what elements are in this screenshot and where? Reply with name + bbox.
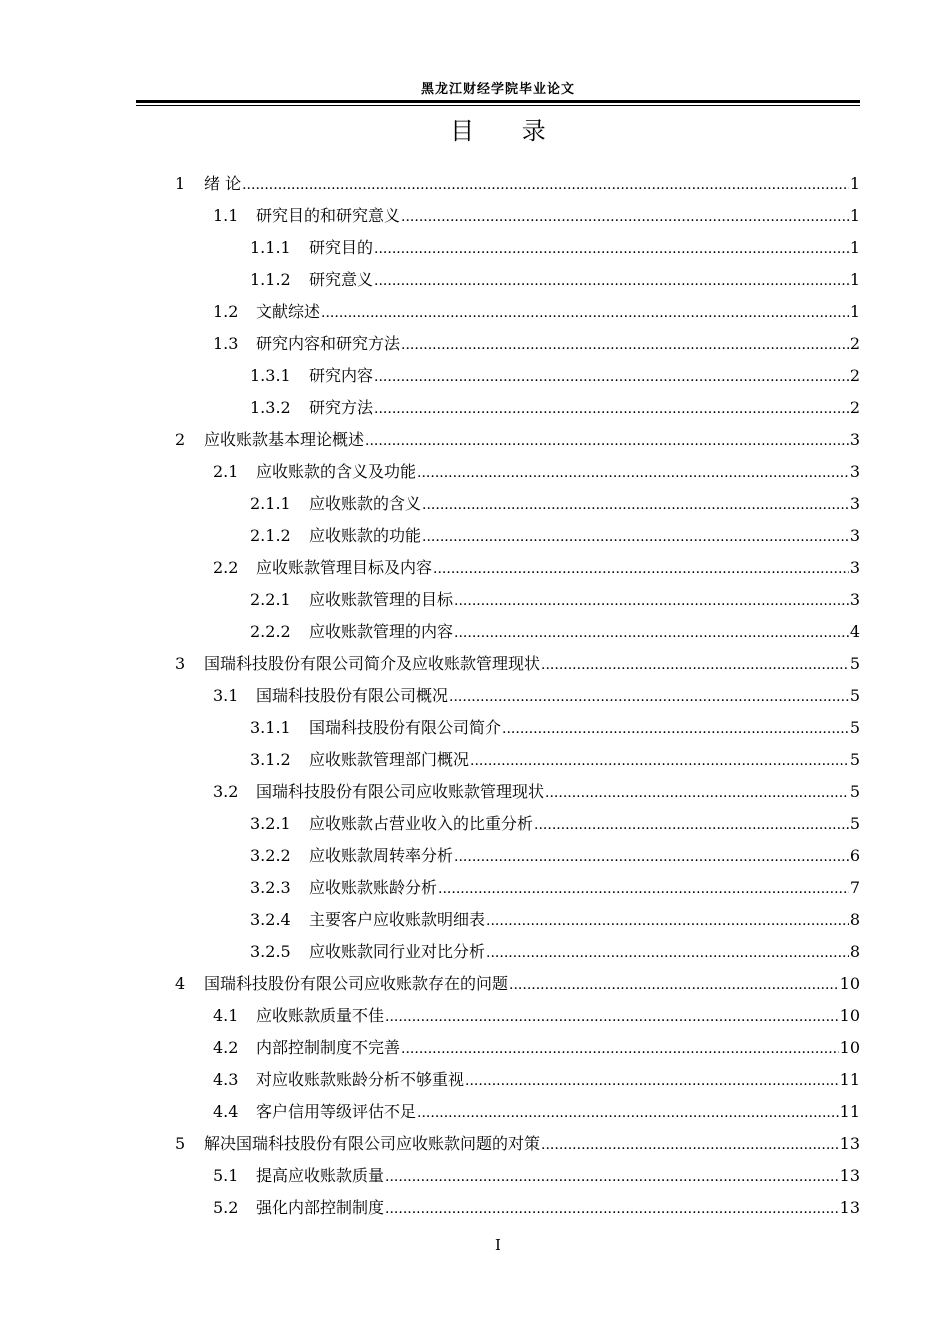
toc-entry-line <box>309 232 860 265</box>
toc-entry[interactable] <box>0 712 950 744</box>
toc-entry-line <box>309 872 860 905</box>
toc-entry-label: 应收账款管理的内容 <box>309 616 454 648</box>
toc-entry-number: 2.2.1 <box>250 590 291 609</box>
toc-entry-line <box>256 296 860 329</box>
toc-entry-label: 绪 论 <box>204 168 242 200</box>
toc-dot-leader <box>454 585 849 617</box>
toc-entry-label: 客户信用等级评估不足 <box>256 1096 417 1128</box>
toc-entry-line <box>256 1192 860 1225</box>
toc-dot-leader <box>433 553 849 585</box>
toc-entry-number: 2.1.2 <box>250 526 291 545</box>
toc-entry-number: 3.1.1 <box>250 718 291 737</box>
toc-entry-page: 13 <box>839 1198 860 1217</box>
toc-entry-page: 3 <box>849 462 860 481</box>
toc-entry-number: 2.1.1 <box>250 494 291 513</box>
toc-entry-label: 应收账款占营业收入的比重分析 <box>309 808 534 840</box>
toc-entry-page: 10 <box>839 1006 860 1025</box>
toc-entry-label: 应收账款质量不佳 <box>256 1000 385 1032</box>
toc-entry-page: 3 <box>849 430 860 449</box>
toc-entry-number: 2.2 <box>213 558 239 577</box>
toc-dot-leader <box>509 969 839 1001</box>
toc-entry[interactable] <box>0 456 950 488</box>
toc-entry-number: 1.3.1 <box>250 366 291 385</box>
toc-dot-leader <box>534 809 849 841</box>
toc-entry[interactable] <box>0 1000 950 1032</box>
toc-entry-label: 国瑞科技股份有限公司应收账款存在的问题 <box>204 968 509 1000</box>
toc-dot-leader <box>401 201 849 233</box>
toc-entry-line <box>204 168 860 201</box>
toc-entry-page: 5 <box>849 814 860 833</box>
toc-dot-leader <box>422 521 849 553</box>
toc-entry-number: 4.1 <box>213 1006 239 1025</box>
toc-dot-leader <box>454 841 849 873</box>
toc-entry-page: 4 <box>849 622 860 641</box>
toc-entry[interactable] <box>0 392 950 424</box>
toc-entry-line <box>309 360 860 393</box>
toc-entry-label: 主要客户应收账款明细表 <box>309 904 486 936</box>
toc-dot-leader <box>422 489 849 521</box>
toc-entry[interactable] <box>0 968 950 1000</box>
toc-entry-label: 研究目的和研究意义 <box>256 200 401 232</box>
toc-entry[interactable] <box>0 744 950 776</box>
toc-entry-label: 应收账款基本理论概述 <box>204 424 365 456</box>
toc-entry-number: 2.1 <box>213 462 239 481</box>
toc-dot-leader <box>401 1033 839 1065</box>
toc-entry[interactable] <box>0 776 950 808</box>
toc-entry-number: 1.2 <box>213 302 239 321</box>
toc-entry[interactable] <box>0 1192 950 1224</box>
toc-entry[interactable] <box>0 1160 950 1192</box>
toc-entry-line <box>256 328 860 361</box>
toc-entry-page: 8 <box>849 942 860 961</box>
toc-title: 目 录 <box>450 117 546 145</box>
toc-entry-number: 1.1.1 <box>250 238 291 257</box>
page-number: I <box>495 1236 501 1254</box>
toc-entry[interactable] <box>0 552 950 584</box>
toc-entry-number: 3.2.5 <box>250 942 291 961</box>
toc-entry[interactable] <box>0 1128 950 1160</box>
toc-entry[interactable] <box>0 328 950 360</box>
toc-entry-number: 5.1 <box>213 1166 239 1185</box>
toc-dot-leader <box>438 873 849 905</box>
toc-entry-line <box>256 200 860 233</box>
toc-entry-label: 应收账款管理的目标 <box>309 584 454 616</box>
toc-dot-leader <box>541 649 849 681</box>
toc-entry-line <box>256 1160 860 1193</box>
toc-entry-page: 1 <box>849 302 860 321</box>
toc-entry[interactable] <box>0 1064 950 1096</box>
toc-list <box>0 168 950 1224</box>
toc-entry-page: 5 <box>849 750 860 769</box>
toc-entry-number: 2 <box>175 430 186 449</box>
toc-entry-page: 10 <box>839 1038 860 1057</box>
toc-entry-number: 1.1.2 <box>250 270 291 289</box>
toc-dot-leader <box>502 713 849 745</box>
toc-entry[interactable] <box>0 264 950 296</box>
toc-entry-page: 2 <box>849 398 860 417</box>
toc-entry-line <box>309 520 860 553</box>
toc-entry-number: 3.2 <box>213 782 239 801</box>
toc-entry-label: 应收账款的含义及功能 <box>256 456 417 488</box>
toc-dot-leader <box>321 297 849 329</box>
toc-entry-page: 5 <box>849 686 860 705</box>
toc-entry-line <box>309 840 860 873</box>
toc-entry-label: 应收账款同行业对比分析 <box>309 936 486 968</box>
toc-entry-page: 13 <box>839 1166 860 1185</box>
toc-entry-label: 研究方法 <box>309 392 374 424</box>
toc-entry-label: 应收账款管理部门概况 <box>309 744 470 776</box>
toc-dot-leader <box>454 617 849 649</box>
toc-entry-number: 4.4 <box>213 1102 239 1121</box>
toc-entry-label: 研究内容 <box>309 360 374 392</box>
toc-dot-leader <box>465 1065 839 1097</box>
toc-entry-page: 5 <box>849 654 860 673</box>
toc-entry[interactable] <box>0 232 950 264</box>
toc-entry-page: 2 <box>849 334 860 353</box>
toc-entry-line <box>256 1064 860 1097</box>
toc-entry-line <box>309 712 860 745</box>
toc-entry-label: 内部控制制度不完善 <box>256 1032 401 1064</box>
toc-entry-page: 1 <box>849 206 860 225</box>
toc-entry-number: 5 <box>175 1134 186 1153</box>
toc-entry-number: 1.3.2 <box>250 398 291 417</box>
toc-entry-label: 应收账款账龄分析 <box>309 872 438 904</box>
toc-entry-page: 5 <box>849 718 860 737</box>
toc-entry-number: 5.2 <box>213 1198 239 1217</box>
toc-entry-label: 应收账款管理目标及内容 <box>256 552 433 584</box>
toc-entry-label: 应收账款周转率分析 <box>309 840 454 872</box>
toc-dot-leader <box>242 169 849 201</box>
toc-entry-line <box>309 488 860 521</box>
toc-dot-leader <box>374 233 849 265</box>
toc-dot-leader <box>545 777 849 809</box>
toc-entry-label: 研究内容和研究方法 <box>256 328 401 360</box>
toc-dot-leader <box>365 425 849 457</box>
toc-entry-page: 7 <box>849 878 860 897</box>
toc-entry[interactable] <box>0 200 950 232</box>
toc-dot-leader <box>374 265 849 297</box>
toc-entry-label: 应收账款的含义 <box>309 488 422 520</box>
toc-dot-leader <box>486 937 849 969</box>
toc-entry-page: 3 <box>849 526 860 545</box>
toc-entry-number: 3.2.3 <box>250 878 291 897</box>
toc-dot-leader <box>417 457 849 489</box>
toc-entry-line <box>256 456 860 489</box>
toc-dot-leader <box>385 1193 839 1225</box>
toc-entry-number: 2.2.2 <box>250 622 291 641</box>
toc-entry-label: 解决国瑞科技股份有限公司应收账款问题的对策 <box>204 1128 541 1160</box>
toc-entry-number: 3.1.2 <box>250 750 291 769</box>
toc-entry[interactable] <box>0 488 950 520</box>
toc-entry-number: 4.2 <box>213 1038 239 1057</box>
toc-entry[interactable] <box>0 616 950 648</box>
toc-entry-line <box>256 1000 860 1033</box>
toc-entry-line <box>309 744 860 777</box>
toc-entry-line <box>204 648 860 681</box>
toc-entry-label: 研究意义 <box>309 264 374 296</box>
toc-entry-page: 5 <box>849 782 860 801</box>
toc-dot-leader <box>417 1097 839 1129</box>
toc-entry-line <box>204 968 860 1001</box>
toc-dot-leader <box>541 1129 839 1161</box>
toc-dot-leader <box>449 681 849 713</box>
toc-entry[interactable] <box>0 1096 950 1128</box>
toc-entry-line <box>256 1032 860 1065</box>
toc-entry-label: 研究目的 <box>309 232 374 264</box>
toc-entry-page: 6 <box>849 846 860 865</box>
toc-entry-line <box>309 264 860 297</box>
toc-entry-label: 强化内部控制制度 <box>256 1192 385 1224</box>
toc-entry-line <box>309 936 860 969</box>
header-rule-thick <box>136 100 860 103</box>
toc-entry-number: 4 <box>175 974 186 993</box>
toc-entry-label: 国瑞科技股份有限公司简介 <box>309 712 502 744</box>
toc-entry[interactable] <box>0 520 950 552</box>
toc-entry-page: 1 <box>849 238 860 257</box>
toc-entry-line <box>309 584 860 617</box>
toc-entry-line <box>309 616 860 649</box>
toc-entry-page: 8 <box>849 910 860 929</box>
toc-dot-leader <box>385 1001 839 1033</box>
toc-entry-page: 3 <box>849 590 860 609</box>
header-rule-thin <box>136 105 860 106</box>
toc-entry[interactable] <box>0 904 950 936</box>
toc-entry[interactable] <box>0 808 950 840</box>
toc-entry[interactable] <box>0 296 950 328</box>
toc-entry-label: 提高应收账款质量 <box>256 1160 385 1192</box>
toc-entry-number: 1.1 <box>213 206 239 225</box>
toc-entry-label: 国瑞科技股份有限公司概况 <box>256 680 449 712</box>
toc-entry-line <box>256 776 860 809</box>
toc-entry[interactable] <box>0 936 950 968</box>
toc-dot-leader <box>470 745 849 777</box>
toc-dot-leader <box>401 329 849 361</box>
toc-entry-label: 国瑞科技股份有限公司简介及应收账款管理现状 <box>204 648 541 680</box>
toc-entry-page: 2 <box>849 366 860 385</box>
toc-entry[interactable] <box>0 168 950 200</box>
toc-entry-number: 3.2.1 <box>250 814 291 833</box>
toc-entry-line <box>256 552 860 585</box>
toc-entry[interactable] <box>0 584 950 616</box>
toc-entry-number: 3.2.4 <box>250 910 291 929</box>
toc-entry[interactable] <box>0 648 950 680</box>
toc-entry-number: 3.1 <box>213 686 239 705</box>
toc-entry-line <box>256 1096 860 1129</box>
toc-entry-label: 对应收账款账龄分析不够重视 <box>256 1064 465 1096</box>
toc-entry-label: 国瑞科技股份有限公司应收账款管理现状 <box>256 776 545 808</box>
toc-entry-line <box>204 424 860 457</box>
toc-entry-page: 1 <box>849 270 860 289</box>
toc-entry[interactable] <box>0 424 950 456</box>
toc-entry-number: 1.3 <box>213 334 239 353</box>
toc-entry[interactable] <box>0 872 950 904</box>
toc-entry[interactable] <box>0 840 950 872</box>
toc-entry-number: 4.3 <box>213 1070 239 1089</box>
toc-entry[interactable] <box>0 680 950 712</box>
toc-entry-label: 文献综述 <box>256 296 321 328</box>
toc-entry-number: 1 <box>175 174 186 193</box>
toc-entry-line <box>256 680 860 713</box>
toc-entry-page: 1 <box>849 174 860 193</box>
toc-entry-page: 13 <box>839 1134 860 1153</box>
toc-dot-leader <box>385 1161 839 1193</box>
toc-entry-line <box>309 904 860 937</box>
toc-entry-line <box>309 808 860 841</box>
toc-dot-leader <box>374 361 849 393</box>
toc-dot-leader <box>486 905 849 937</box>
toc-entry[interactable] <box>0 1032 950 1064</box>
toc-entry-page: 10 <box>839 974 860 993</box>
toc-dot-leader <box>374 393 849 425</box>
toc-entry-page: 11 <box>839 1070 860 1089</box>
toc-entry[interactable] <box>0 360 950 392</box>
toc-entry-line <box>204 1128 860 1161</box>
toc-entry-label: 应收账款的功能 <box>309 520 422 552</box>
toc-entry-page: 3 <box>849 494 860 513</box>
toc-entry-number: 3 <box>175 654 186 673</box>
running-header: 黑龙江财经学院毕业论文 <box>420 82 575 97</box>
toc-entry-page: 3 <box>849 558 860 577</box>
toc-entry-number: 3.2.2 <box>250 846 291 865</box>
toc-entry-page: 11 <box>839 1102 860 1121</box>
toc-entry-line <box>309 392 860 425</box>
